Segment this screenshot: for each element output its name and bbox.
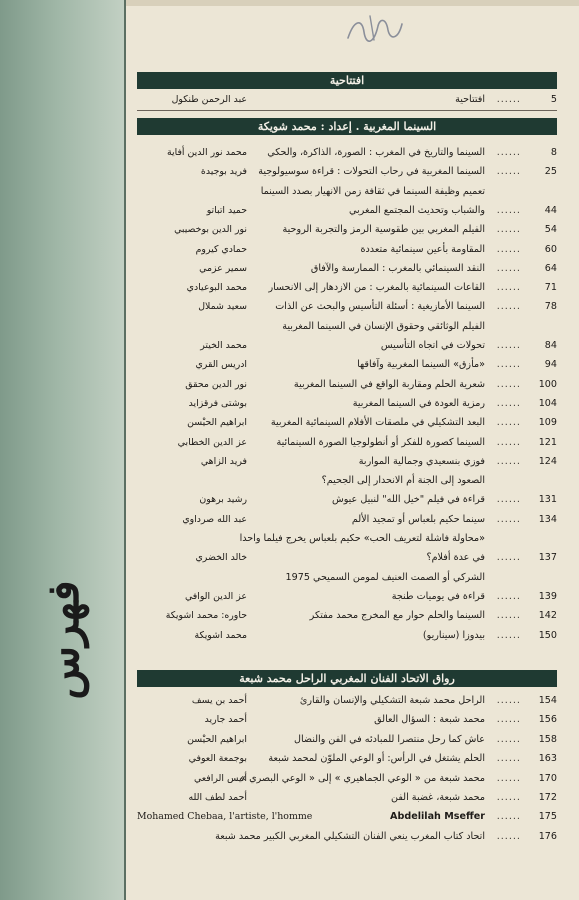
page-number: 94 xyxy=(544,359,557,371)
page-number: 109 xyxy=(538,417,557,429)
leader-dots: ...... xyxy=(496,733,521,745)
entry-title: محمد شبعة : السؤال العالق xyxy=(374,714,485,726)
leader-dots: ...... xyxy=(496,772,521,784)
toc-entry[interactable] xyxy=(137,93,557,107)
entry-author: حمادي كيروم xyxy=(195,243,247,255)
leader-dots: ...... xyxy=(496,204,521,216)
toc-entry[interactable] xyxy=(137,281,557,295)
entry-title: قراءة في يوميات طنجة xyxy=(391,590,485,602)
toc-entry[interactable] xyxy=(137,416,557,430)
entry-title: الفيلم المغربي بين طقوسية الرمز والتجربة الروحية xyxy=(282,224,485,236)
entry-title: تحولات في اتجاه التأسيس xyxy=(380,340,485,351)
page-number: 8 xyxy=(550,147,557,158)
page-number: 172 xyxy=(538,792,557,803)
leader-dots: ...... xyxy=(496,243,521,255)
page-number: 64 xyxy=(544,262,557,274)
entry-author: ابراهيم الحيْسن xyxy=(187,417,247,429)
page-number: 176 xyxy=(538,830,557,842)
entry-author: حاوره: محمد اشويكة xyxy=(165,610,247,622)
entry-author: ابراهيم الحيْسن xyxy=(187,733,247,745)
toc-entry[interactable] xyxy=(137,358,557,372)
entry-author: عز الدين الخطابي xyxy=(177,436,247,448)
page-number: 100 xyxy=(538,378,557,390)
entry-title: اتحاد كتاب المغرب ينعي الفنان التشكيلي المغربي الكبير محمد شبعة xyxy=(215,830,485,842)
side-title: فهرس xyxy=(37,580,89,700)
toc-entry[interactable] xyxy=(137,436,557,450)
leader-dots: ...... xyxy=(496,340,521,351)
page-number: 84 xyxy=(544,340,557,351)
toc-entry[interactable] xyxy=(137,590,557,604)
entry-title: فوزي بنسعيدي وجمالية المواربة xyxy=(358,455,485,467)
leader-dots: ...... xyxy=(496,224,521,236)
toc-entry[interactable] xyxy=(137,791,557,805)
entry-title: الراحل محمد شبعة التشكيلي والإنسان والقارئ xyxy=(299,695,485,706)
entry-author: ادريس القري xyxy=(195,359,247,371)
entry-author: نور الدين بوخصيبي xyxy=(174,224,247,236)
entry-title: محمد شبعة من « الوعي الجماهيري » إلى « الوعي البصري » xyxy=(240,772,485,784)
page-number: 54 xyxy=(544,224,557,236)
toc-entry[interactable] xyxy=(137,185,557,199)
entry-title: الحلم يشتغل في الرأس: أو الوعي الملوّن لمحمد شبعة xyxy=(268,753,485,765)
entry-title: السينما كصورة للفكر أو أنطولوجيا الصورة السينمائية xyxy=(276,436,485,448)
leader-dots: ...... xyxy=(496,552,521,564)
page-number: 71 xyxy=(544,282,557,294)
entry-title: المقاومة بأعين سينمائية متعددة xyxy=(360,243,485,255)
toc-entry[interactable] xyxy=(137,551,557,565)
entry-title: رمزية العودة في السينما المغربية xyxy=(352,397,485,409)
leader-dots: ...... xyxy=(496,436,521,448)
entry-title: السينما والتاريخ في المغرب : الصورة، الذاكرة، والحكي xyxy=(267,147,485,158)
entry-author: أحمد لطف الله xyxy=(188,792,247,803)
entry-author: محمد نور الدين أفاية xyxy=(166,147,247,158)
entry-title: السينما المغربية في رحاب التحولات : قراءة سوسيولوجية xyxy=(258,166,485,178)
entry-title: البعد التشكيلي في ملصقات الأفلام السينمائية المغربية xyxy=(270,417,485,429)
toc-entry[interactable] xyxy=(137,223,557,237)
toc-entry[interactable] xyxy=(137,378,557,392)
leader-dots: ...... xyxy=(496,792,521,803)
entry-title: شعرية الحلم ومقاربة الواقع في السينما المغربية xyxy=(293,378,485,390)
entry-author: نور الدين محقق xyxy=(185,378,247,390)
page-number: 25 xyxy=(544,166,557,178)
entry-author: بوجمعة العوفي xyxy=(188,753,247,765)
page-number: 154 xyxy=(538,695,557,706)
leader-dots: ...... xyxy=(496,262,521,274)
toc-entry[interactable] xyxy=(137,694,557,708)
entry-author: أحمد بن يسف xyxy=(191,695,247,706)
page-number: 142 xyxy=(538,610,557,622)
toc-entry[interactable] xyxy=(137,300,557,314)
page-top-edge xyxy=(126,0,579,6)
leader-dots: ...... xyxy=(496,811,521,823)
leader-dots: ...... xyxy=(496,359,521,371)
toc-entry[interactable] xyxy=(137,474,557,488)
section-header: رواق الاتحاد الفنان المغربي الراحل محمد شبعة xyxy=(137,670,557,687)
toc-entry[interactable] xyxy=(137,629,557,643)
toc-entry[interactable] xyxy=(137,165,557,179)
leader-dots: ...... xyxy=(496,513,521,525)
toc-entry[interactable] xyxy=(137,339,557,353)
leader-dots: ...... xyxy=(496,417,521,429)
leader-dots: ...... xyxy=(496,147,521,158)
page-number: 163 xyxy=(538,753,557,765)
entry-author: محمد الخيتر xyxy=(200,340,247,351)
leader-dots: ...... xyxy=(496,494,521,506)
entry-author: سمير عزمي xyxy=(199,262,247,274)
entry-title: تعميم وظيفة السينما في ثقافة زمن الانهيار بصدد السينما xyxy=(260,185,485,197)
toc-entry[interactable] xyxy=(137,397,557,411)
entry-title: محمد شبعة، غضبة الفن xyxy=(391,792,485,803)
entry-title: Abdelilah Mseffer xyxy=(390,811,485,823)
page-number: 137 xyxy=(538,552,557,564)
leader-dots: ...... xyxy=(496,610,521,622)
page-number: 124 xyxy=(538,455,557,467)
leader-dots: ...... xyxy=(496,753,521,765)
entry-title: قراءة في فيلم "خيل الله" لنبيل عيوش xyxy=(332,494,485,506)
entry-author: بوشتى فرقزايد xyxy=(188,397,247,409)
section-divider xyxy=(137,110,557,111)
entry-title: عاش كما رحل منتصرا للمبادئه في الفن والنضال xyxy=(294,733,485,745)
leader-dots: ...... xyxy=(496,629,521,641)
toc-entry[interactable] xyxy=(137,243,557,257)
leader-dots: ...... xyxy=(496,397,521,409)
toc-entry[interactable] xyxy=(137,320,557,334)
page-number: 104 xyxy=(538,397,557,409)
leader-dots: ...... xyxy=(496,590,521,602)
toc-entry[interactable] xyxy=(137,733,557,747)
leader-dots: ...... xyxy=(496,714,521,726)
page-number: 170 xyxy=(538,772,557,784)
leader-dots: ...... xyxy=(496,282,521,294)
entry-title: الصعود إلى الجنة أم الانحدار إلى الجحيم؟ xyxy=(321,475,485,487)
entry-title: «مأزق» السينما المغربية وآفاقها xyxy=(357,359,485,371)
side-band xyxy=(0,0,126,900)
entry-author: فريد بوجيدة xyxy=(200,166,247,178)
entry-author: Mohamed Chebaa, l'artiste, l'homme xyxy=(137,811,313,823)
toc-entry[interactable] xyxy=(137,609,557,623)
toc-entry[interactable] xyxy=(137,146,557,160)
leader-dots: ...... xyxy=(496,166,521,178)
page-number: 139 xyxy=(538,590,557,602)
entry-title: النقد السينمائي بالمغرب : الممارسة والآفاق xyxy=(310,262,485,274)
entry-author: حميد اتباتو xyxy=(206,204,247,216)
entry-title: «محاولة فاشلة لتعريف الحب» حكيم بلعباس يخرج فيلما واحدا xyxy=(239,533,485,544)
leader-dots: ...... xyxy=(496,378,521,390)
leader-dots: ...... xyxy=(496,830,521,842)
toc-entry[interactable] xyxy=(137,810,557,824)
entry-author: عز الدين الوافي xyxy=(184,590,247,602)
page-number: 134 xyxy=(538,513,557,525)
toc-entry[interactable] xyxy=(137,830,557,844)
entry-title: بيدوزا (سيناريو) xyxy=(422,629,485,641)
entry-author: أحمد جاريد xyxy=(204,714,247,726)
leader-dots: ...... xyxy=(496,301,521,313)
entry-title: الفيلم الوثائقي وحقوق الإنسان في السينما المغربية xyxy=(282,320,485,332)
entry-title: الشركي أو الصمت العنيف لمومن السميحي 1975 xyxy=(285,571,485,583)
entry-author: أنيس الرافعي xyxy=(193,772,247,784)
handwritten-note-mark xyxy=(340,10,410,50)
toc-entry[interactable] xyxy=(137,713,557,727)
leader-dots: ...... xyxy=(496,695,521,706)
toc-entry[interactable] xyxy=(137,262,557,276)
leader-dots: ...... xyxy=(496,94,521,105)
section-header: افتتاحية xyxy=(137,72,557,89)
page-number: 44 xyxy=(544,204,557,216)
page-number: 5 xyxy=(550,94,557,105)
toc-entry[interactable] xyxy=(137,513,557,527)
toc-entry[interactable] xyxy=(137,493,557,507)
entry-title: السينما الأمازيغية : أسئلة التأسيس والبحث عن الذات xyxy=(275,301,485,313)
entry-author: عبد الرحمن طنكول xyxy=(171,94,247,105)
toc-entry[interactable] xyxy=(137,752,557,766)
entry-title: افتتاحية xyxy=(455,94,485,105)
entry-author: عبد الله صرداوي xyxy=(182,513,247,525)
entry-title: القاعات السينمائية بالمغرب : من الازدهار إلى الانحسار xyxy=(268,282,485,294)
page-number: 78 xyxy=(544,301,557,313)
toc-entry[interactable] xyxy=(137,532,557,546)
page-number: 131 xyxy=(538,494,557,506)
page-number: 60 xyxy=(544,243,557,255)
page-number: 158 xyxy=(538,733,557,745)
entry-author: سعيد شملال xyxy=(198,301,247,313)
page-number: 150 xyxy=(538,629,557,641)
entry-author: رشيد برهون xyxy=(199,494,247,506)
toc-entry[interactable] xyxy=(137,772,557,786)
section-header: السينما المغربية . إعداد : محمد شويكة xyxy=(137,118,557,135)
toc-entry[interactable] xyxy=(137,455,557,469)
page-number: 175 xyxy=(538,811,557,823)
toc-entry[interactable] xyxy=(137,204,557,218)
leader-dots: ...... xyxy=(496,455,521,467)
entry-title: سينما حكيم بلعباس أو تمجيد الألم xyxy=(351,513,485,525)
entry-author: فريد الزاهي xyxy=(200,455,247,467)
page-number: 156 xyxy=(538,714,557,726)
entry-title: في عدة أفلام؟ xyxy=(426,552,485,564)
entry-author: محمد اشويكة xyxy=(194,629,247,641)
entry-title: السينما والحلم حوار مع المخرج محمد مفتكر xyxy=(309,610,485,622)
entry-author: خالد الخضري xyxy=(195,552,247,564)
entry-author: محمد البوعيادي xyxy=(186,282,247,294)
entry-title: والشباب وتحديث المجتمع المغربي xyxy=(349,204,485,216)
page-number: 121 xyxy=(538,436,557,448)
toc-entry[interactable] xyxy=(137,571,557,585)
